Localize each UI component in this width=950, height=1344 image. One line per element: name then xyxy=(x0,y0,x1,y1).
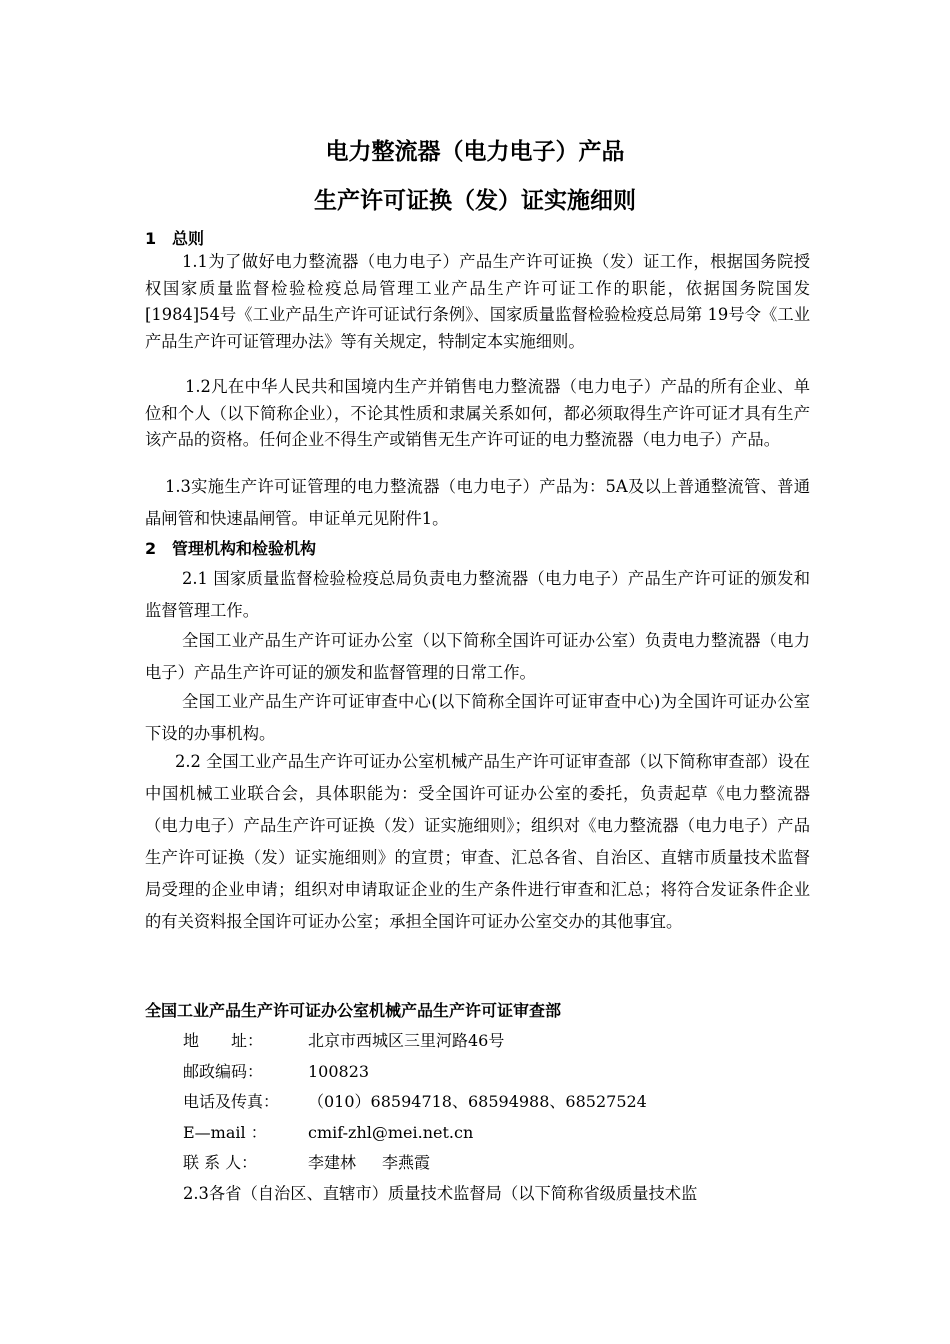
email-value: cmif-zhl@mei.net.cn xyxy=(308,1123,474,1142)
section-1-number: 1 xyxy=(145,229,157,248)
section-1-heading xyxy=(145,228,204,250)
email-label: E—mail ： xyxy=(183,1123,267,1142)
contact-email-row xyxy=(183,1122,473,1144)
contact-postcode-row xyxy=(183,1061,369,1083)
contact-person-1: 李建林 xyxy=(308,1153,357,1172)
phone-value: （010）68594718、68594988、68527524 xyxy=(308,1092,647,1111)
paragraph-1-1: 1.1为了做好电力整流器（电力电子）产品生产许可证换（发）证工作，根据国务院授权国家质量监督检验检疫总局管理工业产品生产许可证工作的职能，依据国务院国发[1984]54号《工业产品生产许可证试行条例》、国家质量监督检验检疫总局第 19号令《工业产品生产许可证管理办法》等有关规定，特制定本实施细则。 xyxy=(145,252,810,351)
person-label: 联 系 人： xyxy=(183,1153,258,1172)
document-title-line2: 生产许可证换（发）证实施细则 xyxy=(314,188,636,214)
contact-address-row xyxy=(183,1030,504,1052)
postcode-label: 邮政编码： xyxy=(183,1062,264,1081)
contact-heading: 全国工业产品生产许可证办公室机械产品生产许可证审查部 xyxy=(145,1001,562,1020)
contact-person-2: 李燕霞 xyxy=(382,1153,431,1172)
paragraph-1-3: 1.3实施生产许可证管理的电力整流器（电力电子）产品为：5A及以上普通整流管、普通晶闸管和快速晶闸管。申证单元见附件1。 xyxy=(145,477,810,528)
paragraph-2-1b: 全国工业产品生产许可证办公室（以下简称全国许可证办公室）负责电力整流器（电力电子）产品生产许可证的颁发和监督管理的日常工作。 xyxy=(145,631,810,682)
paragraph-2-1a: 2.1 国家质量监督检验检疫总局负责电力整流器（电力电子）产品生产许可证的颁发和监督管理工作。 xyxy=(145,569,810,620)
address-label: 地 址： xyxy=(183,1031,264,1050)
section-1-title: 总则 xyxy=(172,229,205,248)
contact-phone-row xyxy=(183,1091,647,1113)
paragraph-2-1c: 全国工业产品生产许可证审查中心(以下简称全国许可证审查中心)为全国许可证办公室下设的办事机构。 xyxy=(145,692,810,743)
section-2-title: 管理机构和检验机构 xyxy=(172,539,317,558)
document-title-line1: 电力整流器（电力电子）产品 xyxy=(325,139,625,165)
paragraph-2-2: 2.2 全国工业产品生产许可证办公室机械产品生产许可证审查部（以下简称审查部）设在中国机械工业联合会，具体职能为：受全国许可证办公室的委托，负责起草《电力整流器（电力电子）产品生产许可证换（发）证实施细则》；组织对《电力整流器（电力电子）产品生产许可证换（发）证实施细则》的宣贯；审查、汇总各省、自治区、直辖市质量技术监督局受理的企业申请；组织对申请取证企业的生产条件进行审查和汇总；将符合发证条件企业的有关资料报全国许可证办公室；承担全国许可证办公室交办的其他事宜。 xyxy=(145,752,810,931)
postcode-value: 100823 xyxy=(308,1062,370,1081)
section-2-heading xyxy=(145,538,316,560)
contact-person-row xyxy=(183,1152,430,1174)
phone-label: 电话及传真： xyxy=(183,1092,280,1111)
address-value: 北京市西城区三里河路46号 xyxy=(308,1031,505,1050)
paragraph-1-2: 1.2凡在中华人民共和国境内生产并销售电力整流器（电力电子）产品的所有企业、单位和个人（以下简称企业），不论其性质和隶属关系如何，都必须取得生产许可证才具有生产该产品的资格。任何企业不得生产或销售无生产许可证的电力整流器（电力电子）产品。 xyxy=(145,377,810,449)
paragraph-2-3-start: 2.3各省（自治区、直辖市）质量技术监督局（以下简称省级质量技术监 xyxy=(183,1184,698,1203)
section-2-number: 2 xyxy=(145,539,157,558)
